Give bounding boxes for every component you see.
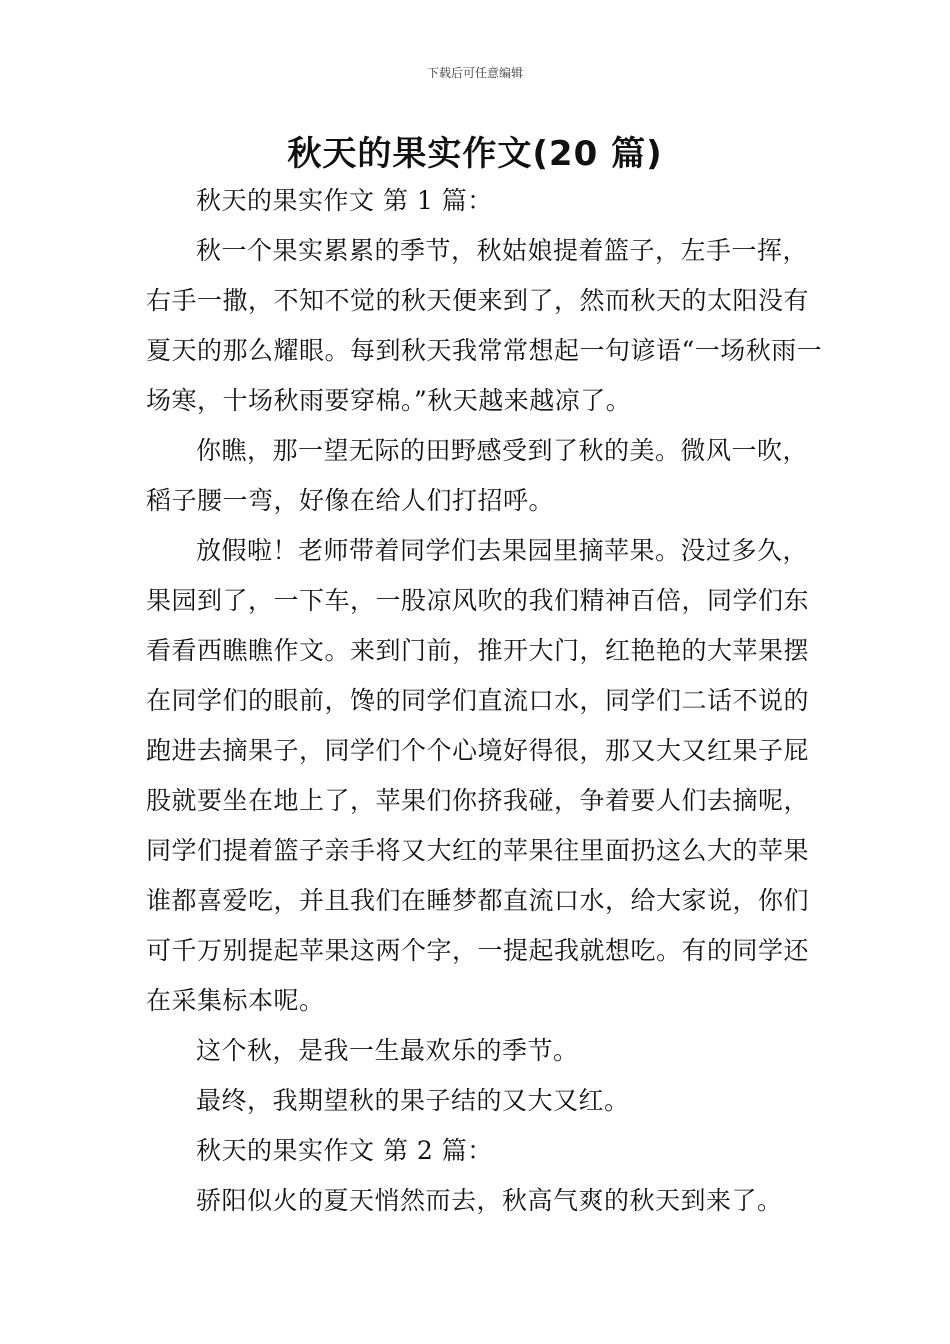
page-header-note: 下载后可任意编辑 xyxy=(426,66,523,80)
paragraph: 最终，我期望秋的果子结的又大又红。 xyxy=(196,1086,630,1115)
paragraph: 放假啦！老师带着同学们去果园里摘苹果。没过多久，果园到了，一下车，一股凉风吹的我们精神百倍，同学们东看看西瞧瞧作文。来到门前，推开大门，红艳艳的大苹果摆在同学们的眼前，馋的同学们直流口水，同学们二话不说的跑进去摘果子，同学们个个心境好得很，那又大又红果子屁股就要坐在地上了，苹果们你挤我碰，争着要人们去摘呢，同学们提着篮子亲手将又大红的苹果往里面扔这么大的苹果谁都喜爱吃，并且我们在睡梦都直流口水，给大家说，你们可千万别提起苹果这两个字，一提起我就想吃。有的同学还在采集标本呢。 xyxy=(146,536,810,1015)
document-body xyxy=(146,176,826,1226)
document-title: 秋天的果实作文(20 篇) xyxy=(287,134,663,174)
paragraph: 你瞧，那一望无际的田野感受到了秋的美。微风一吹，稻子腰一弯，好像在给人们打招呼。 xyxy=(146,436,809,515)
paragraph: 这个秋，是我一生最欢乐的季节。 xyxy=(196,1036,579,1065)
paragraph: 秋一个果实累累的季节，秋姑娘提着篮子，左手一挥，右手一撒，不知不觉的秋天便来到了，然而秋天的太阳没有夏天的那么耀眼。每到秋天我常常想起一句谚语“一场秋雨一场寒，十场秋雨要穿棉。”秋天越来越凉了。 xyxy=(146,236,823,415)
paragraph: 骄阳似火的夏天悄然而去，秋高气爽的秋天到来了。 xyxy=(196,1186,783,1215)
section-heading-2: 秋天的果实作文 第 2 篇： xyxy=(196,1136,493,1165)
section-heading-1: 秋天的果实作文 第 1 篇： xyxy=(196,186,493,215)
